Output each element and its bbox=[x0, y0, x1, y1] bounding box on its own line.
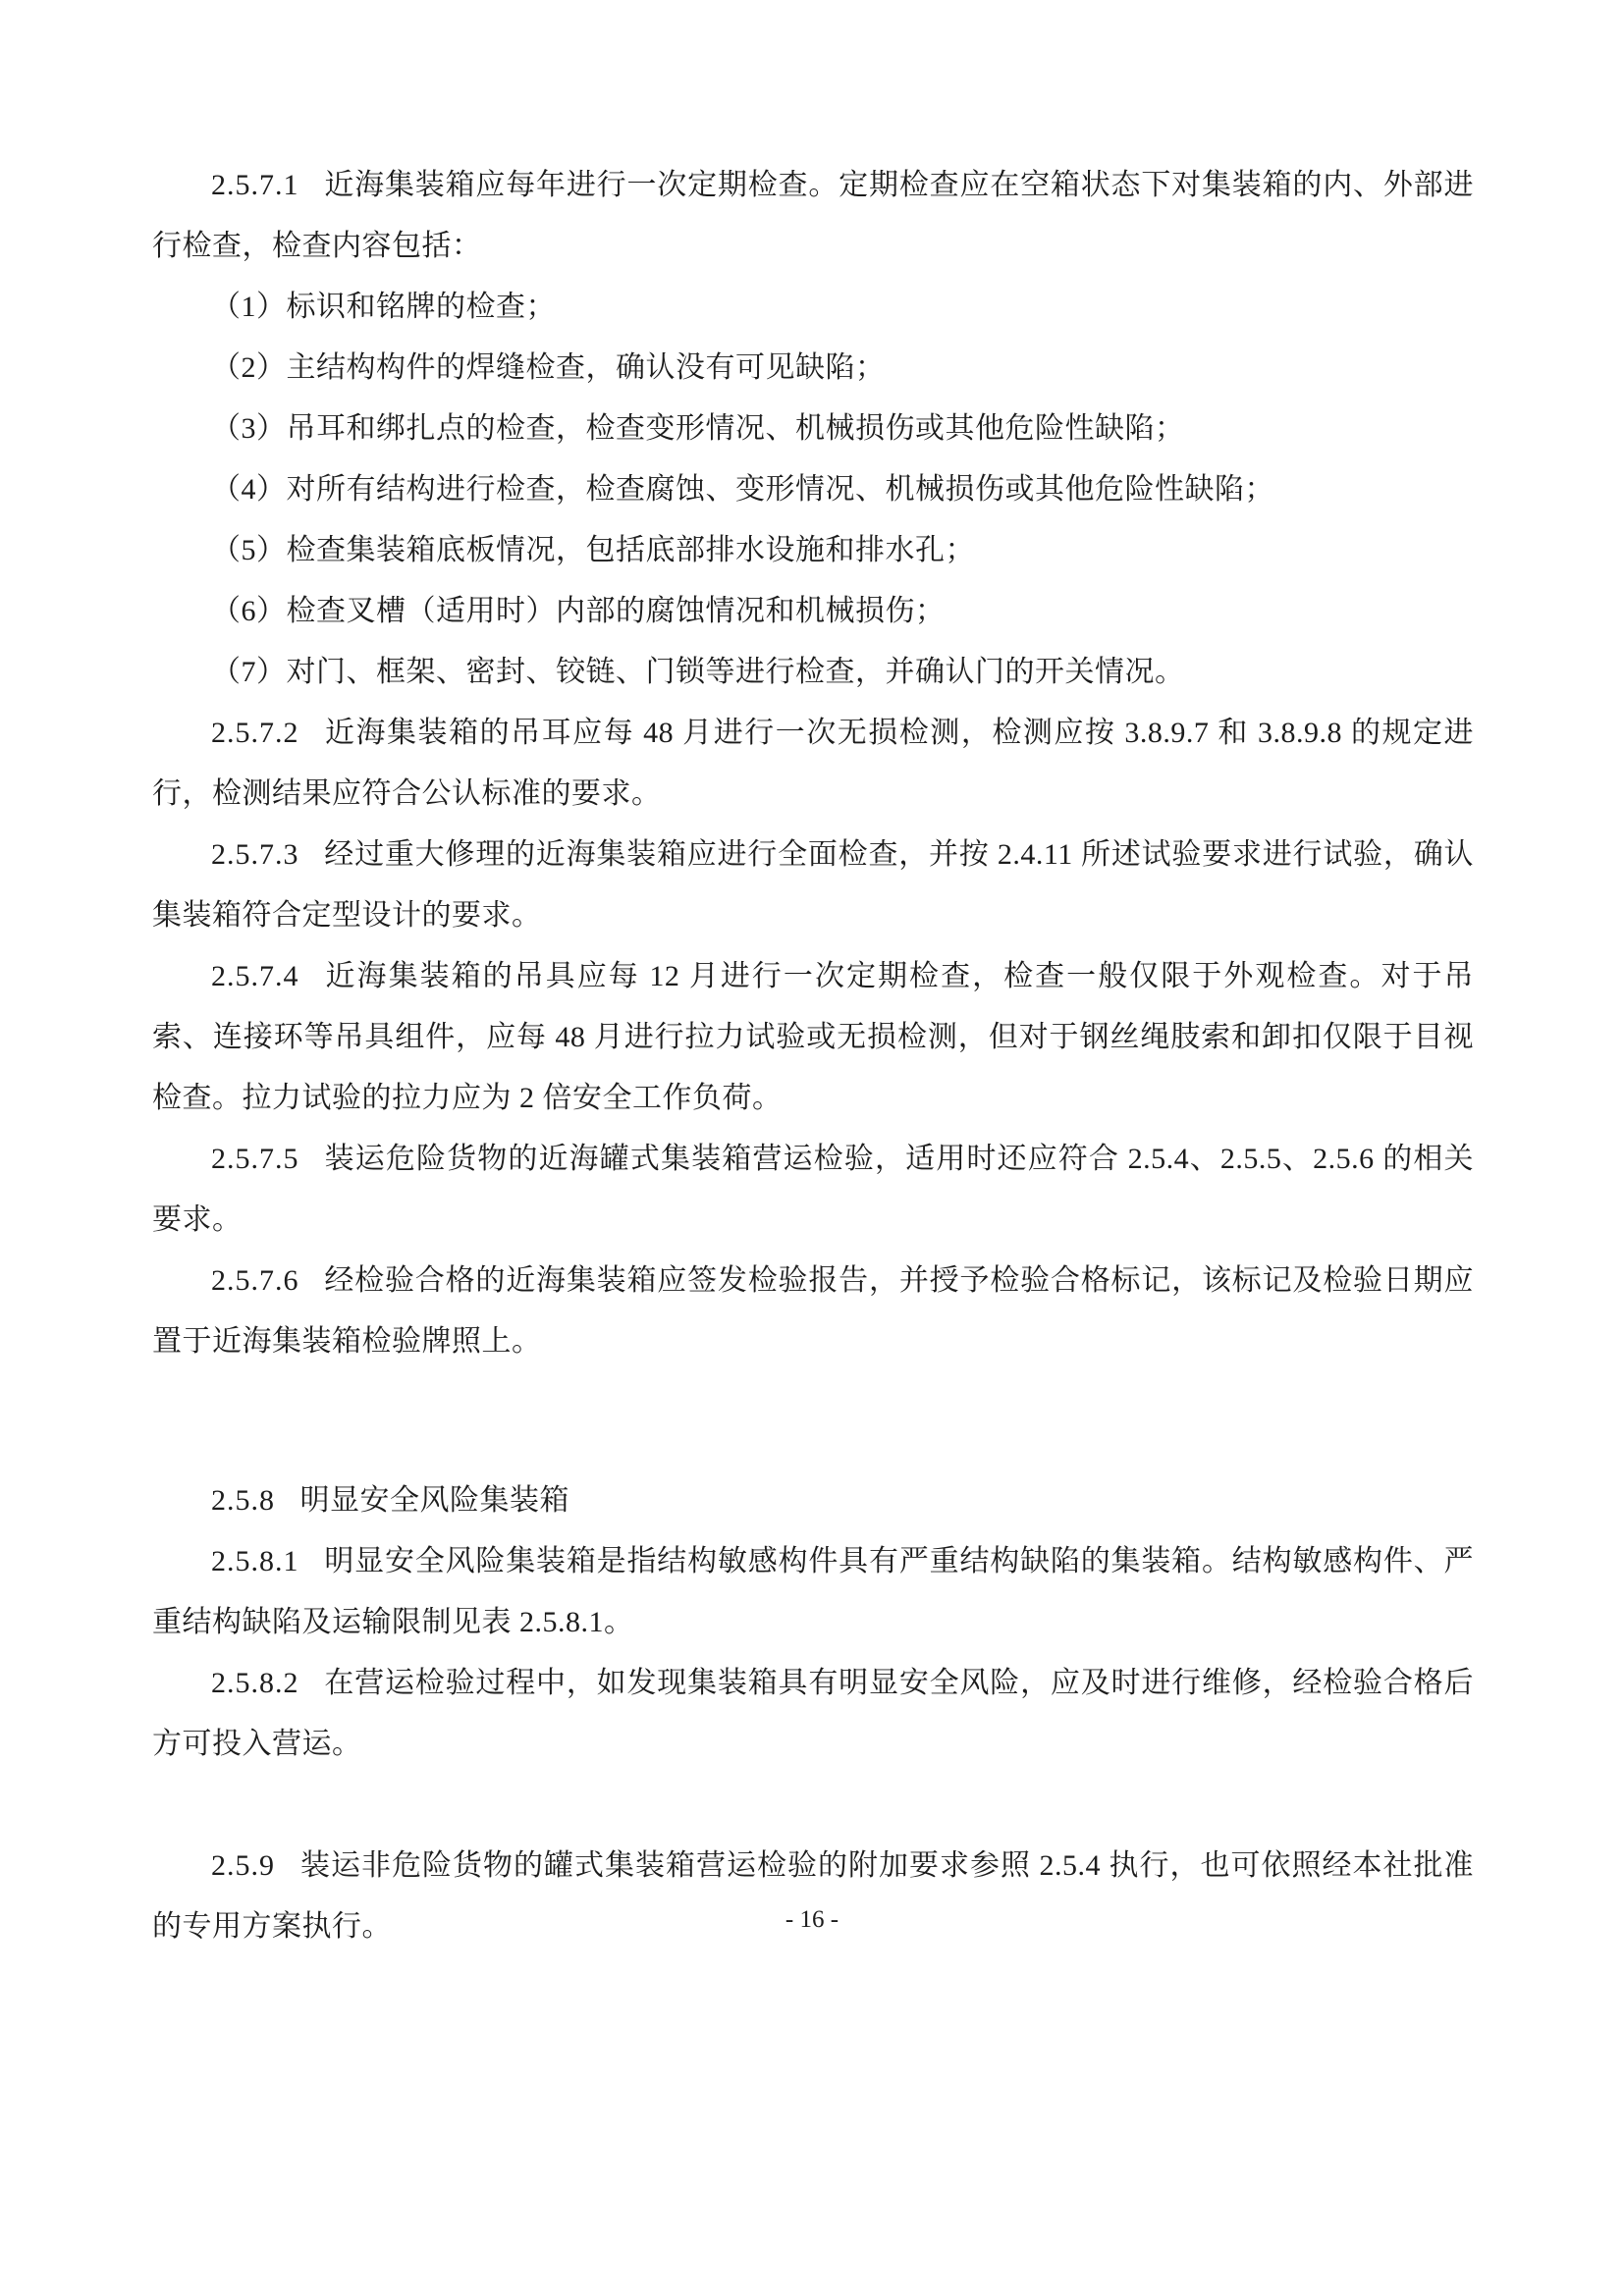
section-2-5-7-4 bbox=[152, 946, 1474, 1129]
list-item-1 bbox=[152, 277, 1474, 338]
section-2-5-8-1 bbox=[152, 1531, 1474, 1653]
paragraph-text: 在营运检验过程中，如发现集装箱具有明显安全风险，应及时进行维修，经检验合格后方可投入营运。 bbox=[152, 1667, 1474, 1760]
list-item-text: （6）检查叉槽（适用时）内部的腐蚀情况和机械损伤； bbox=[211, 595, 946, 627]
section-number: 2.5.7.6 bbox=[211, 1264, 299, 1297]
section-2-5-7-3 bbox=[152, 825, 1474, 946]
paragraph-text: 明显安全风险集装箱是指结构敏感构件具有严重结构缺陷的集装箱。结构敏感构件、严重结构缺陷及运输限制见表 2.5.8.1。 bbox=[152, 1545, 1474, 1638]
paragraph-text: 近海集装箱应每年进行一次定期检查。定期检查应在空箱状态下对集装箱的内、外部进行检查，检查内容包括： bbox=[152, 169, 1474, 262]
section-number: 2.5.7.3 bbox=[211, 838, 299, 871]
list-item-text: （3）吊耳和绑扎点的检查，检查变形情况、机械损伤或其他危险性缺陷； bbox=[211, 412, 1185, 445]
section-2-5-7-2 bbox=[152, 703, 1474, 825]
paragraph-text: 装运危险货物的近海罐式集装箱营运检验，适用时还应符合 2.5.4、2.5.5、2.5.6 的相关要求。 bbox=[152, 1143, 1474, 1236]
list-item-7 bbox=[152, 642, 1474, 703]
section-number: 2.5.7.2 bbox=[211, 717, 299, 749]
list-item-2 bbox=[152, 338, 1474, 399]
list-item-3 bbox=[152, 399, 1474, 459]
section-2-5-9 bbox=[152, 1836, 1474, 1957]
section-2-5-7-6 bbox=[152, 1251, 1474, 1372]
paragraph-text: 近海集装箱的吊耳应每 48 月进行一次无损检测，检测应按 3.8.9.7 和 3.8.9.8 的规定进行，检测结果应符合公认标准的要求。 bbox=[152, 717, 1474, 810]
list-item-text: （5）检查集装箱底板情况，包括底部排水设施和排水孔； bbox=[211, 534, 975, 566]
paragraph-text: 近海集装箱的吊具应每 12 月进行一次定期检查，检查一般仅限于外观检查。对于吊索、连接环等吊具组件，应每 48 月进行拉力试验或无损检测，但对于钢丝绳肢索和卸扣仅限于目视检查。拉力试验的拉力应为 2 倍安全工作负荷。 bbox=[152, 960, 1474, 1114]
section-2-5-7-5 bbox=[152, 1129, 1474, 1251]
section-number: 2.5.7.4 bbox=[211, 960, 299, 992]
list-item-text: （1）标识和铭牌的检查； bbox=[211, 291, 556, 323]
list-item-4 bbox=[152, 459, 1474, 520]
section-2-5-8-2 bbox=[152, 1653, 1474, 1775]
paragraph-text: 经过重大修理的近海集装箱应进行全面检查，并按 2.4.11 所述试验要求进行试验，确认集装箱符合定型设计的要求。 bbox=[152, 838, 1474, 932]
page-number: - 16 - bbox=[785, 1906, 839, 1933]
heading-text: 明显安全风险集装箱 bbox=[299, 1484, 569, 1517]
list-item-6 bbox=[152, 581, 1474, 642]
list-item-5 bbox=[152, 520, 1474, 581]
section-number: 2.5.8 bbox=[211, 1484, 275, 1517]
paragraph-text: 经检验合格的近海集装箱应签发检验报告，并授予检验合格标记，该标记及检验日期应置于近海集装箱检验牌照上。 bbox=[152, 1264, 1474, 1358]
list-item-text: （4）对所有结构进行检查，检查腐蚀、变形情况、机械损伤或其他危险性缺陷； bbox=[211, 473, 1274, 506]
section-heading-2-5-8 bbox=[152, 1470, 1474, 1531]
section-number: 2.5.8.2 bbox=[211, 1667, 299, 1699]
section-number: 2.5.8.1 bbox=[211, 1545, 299, 1577]
section-number: 2.5.7.5 bbox=[211, 1143, 299, 1175]
section-2-5-7-1 bbox=[152, 155, 1474, 277]
list-item-text: （2）主结构构件的焊缝检查，确认没有可见缺陷； bbox=[211, 351, 886, 384]
vertical-gap bbox=[152, 1775, 1474, 1836]
list-item-text: （7）对门、框架、密封、铰链、门锁等进行检查，并确认门的开关情况。 bbox=[211, 656, 1185, 688]
section-number: 2.5.7.1 bbox=[211, 169, 299, 201]
paragraph-text: 装运非危险货物的罐式集装箱营运检验的附加要求参照 2.5.4 执行，也可依照经本社批准的专用方案执行。 bbox=[152, 1849, 1474, 1943]
section-number: 2.5.9 bbox=[211, 1849, 275, 1882]
document-body bbox=[152, 155, 1474, 1957]
vertical-gap bbox=[152, 1372, 1474, 1470]
